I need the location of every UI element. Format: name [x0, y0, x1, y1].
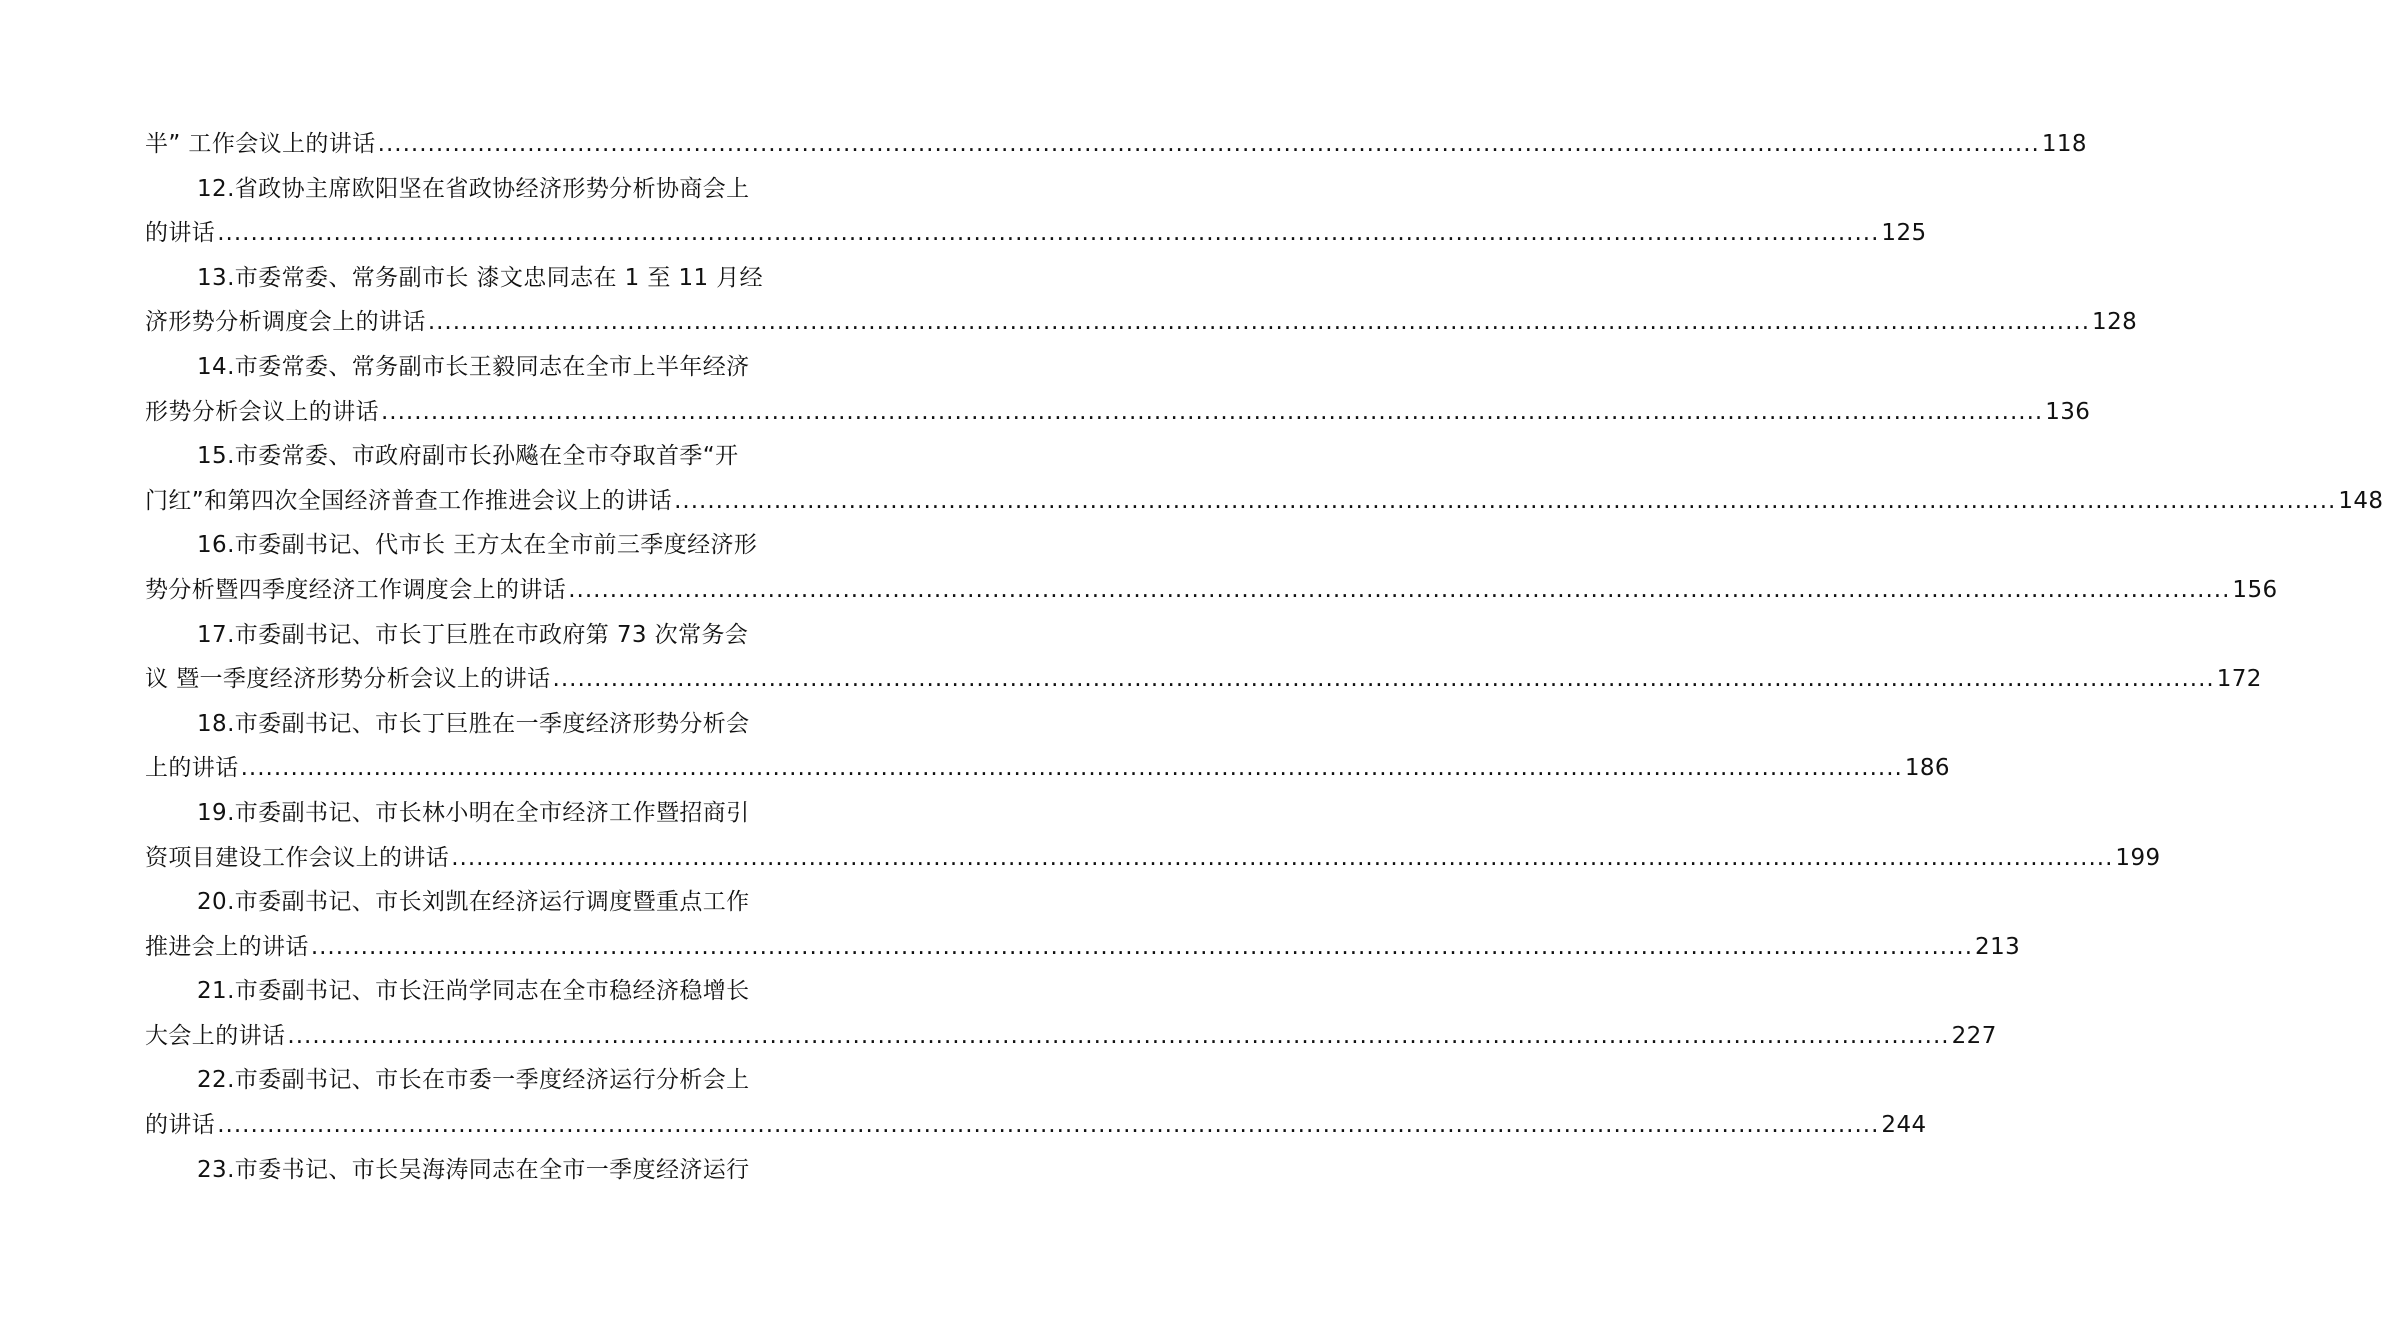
toc-entry-line — [145, 1103, 1927, 1148]
toc-entry-text: 半” 工作会议上的讲话 — [145, 131, 376, 157]
toc-entry-line — [145, 390, 2091, 435]
toc-page-number: 136 — [2045, 398, 2091, 425]
toc-page-number: 186 — [1904, 755, 1950, 782]
toc-entry-text: 22.市委副书记、市长在市委一季度经济运行分析会上 — [197, 1067, 750, 1094]
toc-page-number: 128 — [2092, 309, 2138, 336]
toc-entry-line — [145, 122, 2087, 167]
table-of-contents — [145, 122, 2383, 1192]
toc-leader-dots: ........................................................................................................................................................................................................ — [287, 1022, 1950, 1049]
toc-entry-text: 势分析暨四季度经济工作调度会上的讲话 — [145, 576, 567, 603]
toc-leader-dots: ........................................................................................................................................................................................................ — [552, 666, 2215, 693]
toc-entry-text: 的讲话 — [145, 1112, 216, 1139]
toc-entry-text: 14.市委常委、常务副市长王毅同志在全市上半年经济 — [197, 353, 750, 380]
toc-page-number: 227 — [1951, 1022, 1997, 1049]
toc-entry-line — [145, 479, 2383, 524]
toc-leader-dots: ........................................................................................................................................................................................................ — [240, 755, 1903, 782]
toc-page-number: 244 — [1881, 1112, 1927, 1139]
toc-entry-text: 23.市委书记、市长吴海涛同志在全市一季度经济运行 — [197, 1156, 750, 1183]
toc-entry-text: 的讲话 — [145, 220, 216, 247]
toc-page-number: 148 — [2338, 487, 2383, 514]
toc-entry-text: 议 暨一季度经济形势分析会议上的讲话 — [145, 666, 551, 693]
toc-entry-text: 推进会上的讲话 — [145, 933, 309, 960]
toc-entry-text: 21.市委副书记、市长汪尚学同志在全市稳经济稳增长 — [197, 978, 750, 1005]
toc-entry-text: 大会上的讲话 — [145, 1022, 286, 1049]
toc-entry-line — [145, 300, 2138, 345]
toc-entry-line — [145, 657, 2262, 702]
toc-leader-dots: ........................................................................................................................................................................................................ — [377, 131, 2040, 157]
toc-entry-text: 13.市委常委、常务副市长 漆文忠同志在 1 至 11 月经 — [197, 264, 764, 291]
toc-entry-text: 20.市委副书记、市长刘凯在经济运行调度暨重点工作 — [197, 889, 750, 916]
toc-entry-text: 形势分析会议上的讲话 — [145, 398, 379, 425]
toc-leader-dots: ........................................................................................................................................................................................................ — [217, 1112, 1880, 1139]
toc-leader-dots: ........................................................................................................................................................................................................ — [674, 487, 2337, 514]
toc-page-number: 156 — [2232, 576, 2278, 603]
toc-entry-text: 12.省政协主席欧阳坚在省政协经济形势分析协商会上 — [197, 175, 750, 202]
toc-page-number: 213 — [1975, 933, 2021, 960]
toc-leader-dots: ........................................................................................................................................................................................................ — [310, 933, 1974, 960]
toc-page-number: 199 — [2115, 844, 2161, 871]
toc-entry-text: 16.市委副书记、代市长 王方太在全市前三季度经济形 — [197, 532, 758, 559]
toc-entry-text: 门红”和第四次全国经济普查工作推进会议上的讲话 — [145, 487, 673, 514]
toc-entry-line — [145, 836, 2161, 881]
toc-entry-text: 济形势分析调度会上的讲话 — [145, 309, 426, 336]
toc-entry-line — [145, 568, 2278, 613]
toc-page-number: 118 — [2041, 131, 2087, 157]
toc-entry-text: 资项目建设工作会议上的讲话 — [145, 844, 450, 871]
toc-entry-line — [145, 746, 1950, 791]
toc-entry-line — [145, 1014, 1997, 1059]
toc-entry-text: 17.市委副书记、市长丁巨胜在市政府第 73 次常务会 — [197, 621, 749, 648]
toc-entry-line — [145, 211, 1927, 256]
toc-entry-text: 18.市委副书记、市长丁巨胜在一季度经济形势分析会 — [197, 710, 750, 737]
toc-entry-text: 上的讲话 — [145, 755, 239, 782]
toc-entry-line — [145, 925, 2021, 970]
toc-leader-dots: ........................................................................................................................................................................................................ — [451, 844, 2114, 871]
toc-entry-text: 15.市委常委、市政府副市长孙飚在全市夺取首季“开 — [197, 443, 739, 470]
toc-leader-dots: ........................................................................................................................................................................................................ — [427, 309, 2091, 336]
toc-entry-text: 19.市委副书记、市长林小明在全市经济工作暨招商引 — [197, 799, 750, 826]
toc-page-number: 125 — [1881, 220, 1927, 247]
toc-leader-dots: ........................................................................................................................................................................................................ — [217, 220, 1880, 247]
toc-page-number: 172 — [2216, 666, 2262, 693]
toc-leader-dots: ........................................................................................................................................................................................................ — [381, 398, 2044, 425]
toc-leader-dots: ........................................................................................................................................................................................................ — [568, 576, 2231, 603]
